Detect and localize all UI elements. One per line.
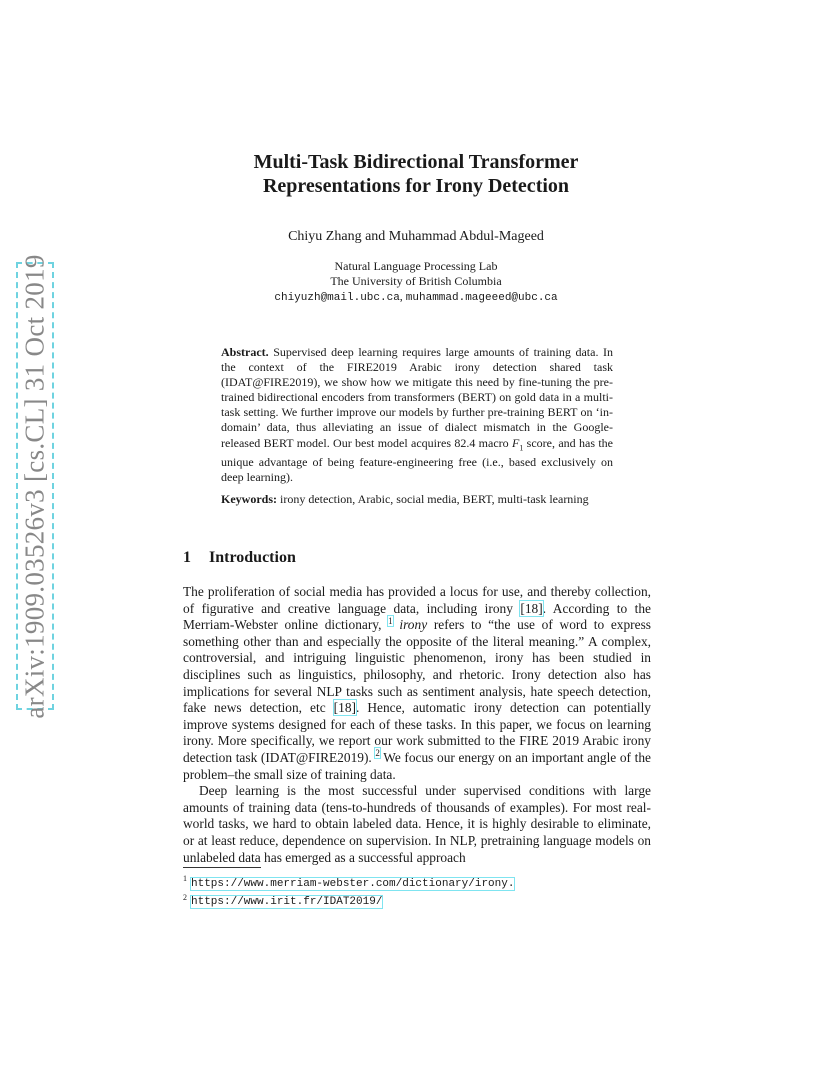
para1-text-b: . According to the Merriam-Webster online dictionary, <box>183 600 651 633</box>
citation-link-18-second[interactable]: [18] <box>333 700 356 716</box>
abstract-text-part-1: Supervised deep learning requires large amounts of training data. In the context of the FIRE2019 Arabic irony detection shared task (IDAT@FIRE2019), we show how we mitigate this need by fine-tuning the pre-trained bidirectional encoders from transformers (BERT) on gold data in a multi-task setting. We further improve our models by further pre-training BERT on ‘in-domain’ data, thus alleviating an issue of dialect mismatch in the Google-released BERT model. Our best model acquires 82.4 macro <box>221 345 614 450</box>
university-name: The University of British Columbia <box>330 274 502 288</box>
email-link-1[interactable]: chiyuzh@mail.ubc.ca <box>274 292 400 304</box>
email-separator: , <box>399 289 406 303</box>
affiliation <box>180 259 652 306</box>
abstract-text-part-2: score, and has the unique advantage of being feature-engineering free (i.e., based exclusively on deep learning). <box>221 435 613 485</box>
footnote-link-1[interactable]: 1 <box>388 615 393 626</box>
keywords-text: irony detection, Arabic, social media, BERT, multi-task learning <box>280 492 589 506</box>
arxiv-identifier-stamp[interactable] <box>16 253 54 719</box>
keywords <box>221 492 613 507</box>
footnote-1 <box>183 872 514 891</box>
title-line-1: Multi-Task Bidirectional Transformer <box>253 151 579 173</box>
footnote-2-number: 2 <box>183 892 187 902</box>
paragraph-2: Deep learning is the most successful under supervised conditions with large amounts of training data (tens-to-hundreds of thousands of examples). For most real-world tasks, we hard to obtain labeled data. Hence, it is highly desirable to eliminate, or at least reduce, dependence on supervision. In NLP, pretraining language models on unlabeled data has emerged as a successful approach <box>183 783 651 865</box>
paper-title <box>180 150 652 198</box>
keywords-label: Keywords: <box>221 492 277 506</box>
footnote-2-url-link[interactable]: https://www.irit.fr/IDAT2019/ <box>191 896 383 909</box>
citation-link-18[interactable]: [18] <box>520 600 543 616</box>
footnote-1-number: 1 <box>183 874 187 883</box>
para1-text-e: . Hence, automatic irony detection can potentially improve systems designed for each of these tasks. In this paper, we focus on learning irony. More specifically, we report our work submitted to the FIRE 2019 Arabic irony detection task (IDAT@FIRE2019). <box>183 700 651 765</box>
para1-text-d: refers to “the use of word to express something other than and especially the opposite of the literal meaning.” A complex, controversial, and intriguing linguistic phenomenon, irony has been studied in disciplines such as linguistics, philosophy, and rhetoric. Irony detection also has implications for several NLP tasks such as sentiment analysis, hate speech detection, fake news detection, etc <box>183 617 652 716</box>
lab-name: Natural Language Processing Lab <box>334 259 498 273</box>
abstract-label: Abstract. <box>221 345 269 359</box>
para1-irony-term: irony <box>399 617 428 633</box>
title-line-2: Representations for Irony Detection <box>262 175 570 197</box>
para1-text-f: We focus our energy on an important angle of the problem–the small size of training data. <box>183 749 651 782</box>
arxiv-identifier-text: arXiv:1909.03526v3 [cs.CL] 31 Oct 2019 <box>19 253 50 719</box>
paragraph-1 <box>183 584 651 783</box>
footnote-link-2[interactable]: 2 <box>375 748 380 759</box>
abstract-f-subscript: 1 <box>519 442 524 452</box>
emails <box>180 289 652 306</box>
para1-text-a: The proliferation of social media has provided a locus for use, and thereby collection, of figurative and creative language data, including irony <box>183 584 651 616</box>
body-text <box>183 584 651 866</box>
footnote-rule <box>183 867 261 868</box>
authors: Chiyu Zhang and Muhammad Abdul-Mageed <box>288 229 544 244</box>
footnote-2 <box>183 891 514 910</box>
section-number: 1 <box>183 549 191 566</box>
email-link-2[interactable]: muhammad.mageeed@ubc.ca <box>405 292 558 304</box>
abstract <box>221 345 613 485</box>
footnote-1-url-link[interactable]: https://www.merriam-webster.com/dictionary/irony. <box>191 877 515 890</box>
footnotes <box>183 872 514 909</box>
abstract-f-symbol: F <box>512 435 520 450</box>
section-title: Introduction <box>209 549 296 566</box>
section-heading <box>183 549 296 567</box>
